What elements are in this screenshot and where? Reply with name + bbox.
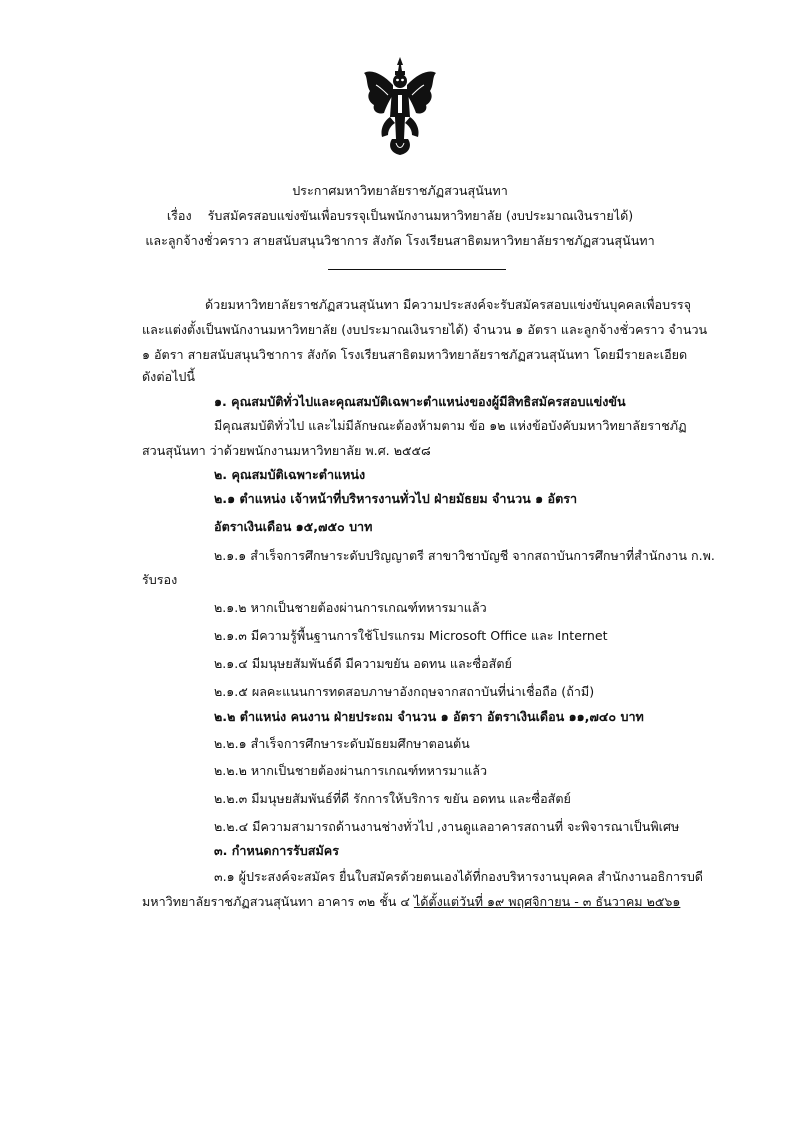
subject-line-2: และลูกจ้างชั่วคราว สายสนับสนุนวิชาการ สังกัด โรงเรียนสาธิตมหาวิทยาลัยราชภัฏสวนสุนันทา [145,233,655,248]
section-3-heading: ๓. กำหนดการรับสมัคร [214,843,339,858]
position-1-heading: ๒.๑ ตำแหน่ง เจ้าหน้าที่บริหารงานทั่วไป ฝ่ายมัธยม จำนวน ๑ อัตรา [214,491,578,506]
announcement-title: ประกาศมหาวิทยาลัยราชภัฏสวนสุนันทา [292,183,508,198]
position-2-item-2: ๒.๒.๒ หากเป็นชายต้องผ่านการเกณฑ์ทหารมาแล้ว [214,763,488,778]
position-1-item-3: ๒.๑.๓ มีความรู้พื้นฐานการใช้โปรแกรม Microsoft Office และ Internet [214,628,608,643]
position-2-item-3: ๒.๒.๓ มีมนุษยสัมพันธ์ที่ดี รักการให้บริการ ขยัน อดทน และซื่อสัตย์ [214,791,571,806]
intro-line-1: ด้วยมหาวิทยาลัยราชภัฏสวนสุนันทา มีความประสงค์จะรับสมัครสอบแข่งขันบุคคลเพื่อบรรจุ [205,297,692,312]
position-2-heading: ๒.๒ ตำแหน่ง คนงาน ฝ่ายประถม จำนวน ๑ อัตรา อัตราเงินเดือน ๑๑,๗๔๐ บาท [214,709,644,724]
position-1-item-5: ๒.๑.๕ ผลคะแนนการทดสอบภาษาอังกฤษจากสถาบันที่น่าเชื่อถือ (ถ้ามี) [214,684,595,699]
section-1-heading: ๑. คุณสมบัติทั่วไปและคุณสมบัติเฉพาะตำแหน่งของผู้มีสิทธิสมัครสอบแข่งขัน [214,394,626,409]
position-1-salary: อัตราเงินเดือน ๑๕,๗๕๐ บาท [214,519,373,534]
section-3-line-2 [142,893,680,911]
garuda-emblem-icon [362,55,438,157]
intro-line-2: และแต่งตั้งเป็นพนักงานมหาวิทยาลัย (งบประมาณเงินรายได้) จำนวน ๑ อัตรา และลูกจ้างชั่วคราว จำนวน [142,322,708,337]
section-3-line-1: ๓.๑ ผู้ประสงค์จะสมัคร ยื่นใบสมัครด้วยตนเองได้ที่กองบริหารงานบุคคล สำนักงานอธิการบดี [214,869,703,884]
subject-line-1: รับสมัครสอบแข่งขันเพื่อบรรจุเป็นพนักงานมหาวิทยาลัย (งบประมาณเงินรายได้) [207,208,634,223]
section-1-line-1: มีคุณสมบัติทั่วไป และไม่มีลักษณะต้องห้ามตาม ข้อ ๑๒ แห่งข้อบังคับมหาวิทยาลัยราชภัฏ [214,418,687,433]
intro-line-3: ๑ อัตรา สายสนับสนุนวิชาการ สังกัด โรงเรียนสาธิตมหาวิทยาลัยราชภัฏสวนสุนันทา โดยมีรายละเอียด [142,347,688,362]
section-3-location: มหาวิทยาลัยราชภัฏสวนสุนันทา อาคาร ๓๒ ชั้น ๔ [142,894,414,909]
position-1-item-2: ๒.๑.๒ หากเป็นชายต้องผ่านการเกณฑ์ทหารมาแล้ว [214,600,487,615]
application-period: ได้ตั้งแต่วันที่ ๑๙ พฤศจิกายน - ๓ ธันวาคม ๒๕๖๑ [413,894,681,909]
position-2-item-4: ๒.๒.๔ มีความสามารถด้านงานช่างทั่วไป ,งานดูแลอาคารสถานที่ จะพิจารณาเป็นพิเศษ [214,819,680,834]
position-1-item-4: ๒.๑.๔ มีมนุษยสัมพันธ์ดี มีความขยัน อดทน และซื่อสัตย์ [214,656,512,671]
section-1-line-2: สวนสุนันทา ว่าด้วยพนักงานมหาวิทยาลัย พ.ศ. ๒๕๕๘ [142,443,431,458]
section-2-heading: ๒. คุณสมบัติเฉพาะตำแหน่ง [214,467,366,482]
title-divider [328,269,506,270]
announcement-subject [0,207,800,225]
position-1-item-1: ๒.๑.๑ สำเร็จการศึกษาระดับปริญญาตรี สาขาวิชาบัญชี จากสถาบันการศึกษาที่สำนักงาน ก.พ. [214,548,715,563]
intro-line-4: ดังต่อไปนี้ [142,369,196,384]
subject-label: เรื่อง [166,208,192,223]
position-2-item-1: ๒.๒.๑ สำเร็จการศึกษาระดับมัธยมศึกษาตอนต้น [214,736,470,751]
position-1-item-1-cont: รับรอง [142,572,178,587]
